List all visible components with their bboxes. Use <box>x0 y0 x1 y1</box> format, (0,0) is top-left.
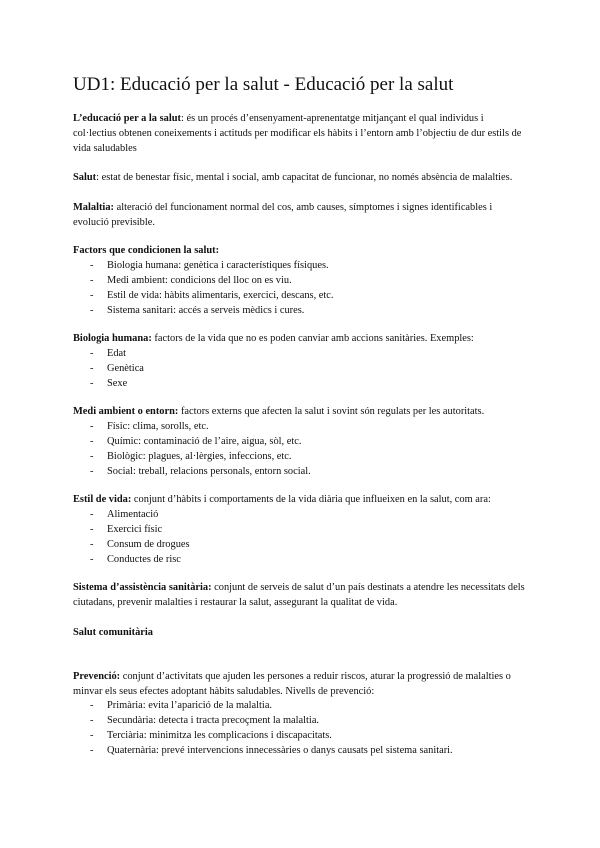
list-item <box>73 376 144 391</box>
dash-bullet: - <box>90 275 94 286</box>
list-item <box>73 288 334 303</box>
list-item <box>73 303 334 318</box>
list-item-text: Sistema sanitari: accés a serveis mèdics i cures. <box>107 305 305 316</box>
biologia-term: Biologia humana: <box>73 333 152 344</box>
list-item <box>73 537 190 552</box>
dash-bullet: - <box>90 554 94 565</box>
sistema-text: conjunt de serveis de salut d’un país destinats a atendre les necessitats dels ciutadans, prevenir malalties i restaurar la salut, assegurant la qualitat de vida. <box>73 582 525 608</box>
factors-heading: Factors que condicionen la salut: <box>73 245 220 256</box>
list-item <box>73 346 144 361</box>
sistema-paragraph <box>73 580 528 610</box>
list-item <box>73 449 311 464</box>
dash-bullet: - <box>90 348 94 359</box>
dash-bullet: - <box>90 290 94 301</box>
list-item-text: Genètica <box>107 363 144 374</box>
list-item-text: Biològic: plagues, al·lèrgies, infeccions, etc. <box>107 451 292 462</box>
salut-paragraph <box>73 170 528 185</box>
list-item-text: Medi ambient: condicions del lloc on es viu. <box>107 275 292 286</box>
factors-list <box>73 258 334 318</box>
list-item-text: Quaternària: prevé intervencions innecessàries o danys causats pel sistema sanitari. <box>107 745 453 756</box>
malaltia-paragraph <box>73 200 528 230</box>
list-item <box>73 698 453 713</box>
list-item <box>73 419 311 434</box>
prevencio-list <box>73 698 453 758</box>
biologia-paragraph <box>73 331 528 346</box>
salut-comunitaria-heading: Salut comunitària <box>73 627 153 638</box>
estil-list <box>73 507 190 567</box>
list-item <box>73 728 453 743</box>
list-item-text: Social: treball, relacions personals, entorn social. <box>107 466 311 477</box>
educacio-text: : és un procés d’ensenyament-aprenentatge mitjançant el qual individus i col·lectius obtenen coneixements i actituds per modificar els hàbits i l’entorn amb l’objectiu de dur estils de vida saludables <box>73 113 522 154</box>
list-item <box>73 552 190 567</box>
dash-bullet: - <box>90 745 94 756</box>
list-item-text: Sexe <box>107 378 128 389</box>
salut-term: Salut <box>73 172 97 183</box>
list-item-text: Alimentació <box>107 509 159 520</box>
list-item-text: Conductes de risc <box>107 554 181 565</box>
list-item <box>73 434 311 449</box>
dash-bullet: - <box>90 466 94 477</box>
malaltia-term: Malaltia: <box>73 202 114 213</box>
prevencio-paragraph <box>73 669 528 699</box>
estil-term: Estil de vida: <box>73 494 132 505</box>
dash-bullet: - <box>90 715 94 726</box>
list-item <box>73 273 334 288</box>
medi-text: factors externs que afecten la salut i sovint són regulats per les autoritats. <box>178 406 485 417</box>
prevencio-text: conjunt d’activitats que ajuden les persones a reduir riscos, aturar la progressió de malalties o minvar els seus efectes adoptant hàbits saludables. Nivells de prevenció: <box>73 671 511 697</box>
list-item-text: Biologia humana: genètica i característiques físiques. <box>107 260 329 271</box>
list-item <box>73 743 453 758</box>
estil-text: conjunt d’hàbits i comportaments de la vida diària que influeixen en la salut, com ara: <box>131 494 491 505</box>
list-item <box>73 713 453 728</box>
dash-bullet: - <box>90 421 94 432</box>
list-item-text: Edat <box>107 348 127 359</box>
salut-text: : estat de benestar físic, mental i social, amb capacitat de funcionar, no només absència de malalties. <box>96 172 513 183</box>
dash-bullet: - <box>90 378 94 389</box>
list-item-text: Estil de vida: hàbits alimentaris, exercici, descans, etc. <box>107 290 334 301</box>
dash-bullet: - <box>90 436 94 447</box>
prevencio-term: Prevenció: <box>73 671 121 682</box>
dash-bullet: - <box>90 700 94 711</box>
list-item-text: Químic: contaminació de l’aire, aigua, sòl, etc. <box>107 436 302 447</box>
educacio-paragraph <box>73 111 528 156</box>
page-title: UD1: Educació per la salut - Educació per la salut <box>73 74 454 95</box>
list-item-text: Secundària: detecta i tracta precoçment la malaltia. <box>107 715 320 726</box>
list-item-text: Consum de drogues <box>107 539 190 550</box>
educacio-term: L’educació per a la salut <box>73 113 181 124</box>
estil-paragraph <box>73 492 528 507</box>
biologia-list <box>73 346 144 391</box>
list-item <box>73 464 311 479</box>
dash-bullet: - <box>90 305 94 316</box>
list-item <box>73 361 144 376</box>
dash-bullet: - <box>90 509 94 520</box>
dash-bullet: - <box>90 451 94 462</box>
list-item-text: Terciària: minimitza les complicacions i discapacitats. <box>107 730 332 741</box>
biologia-text: factors de la vida que no es poden canviar amb accions sanitàries. Exemples: <box>151 333 474 344</box>
dash-bullet: - <box>90 260 94 271</box>
list-item-text: Físic: clima, sorolls, etc. <box>107 421 209 432</box>
medi-list <box>73 419 311 479</box>
malaltia-text: alteració del funcionament normal del cos, amb causes, símptomes i signes identificables i evolució previsible. <box>73 202 493 228</box>
medi-paragraph <box>73 404 528 419</box>
medi-term: Medi ambient o entorn: <box>73 406 179 417</box>
dash-bullet: - <box>90 524 94 535</box>
dash-bullet: - <box>90 539 94 550</box>
list-item <box>73 522 190 537</box>
list-item <box>73 507 190 522</box>
dash-bullet: - <box>90 363 94 374</box>
list-item-text: Primària: evita l’aparició de la malaltia. <box>107 700 273 711</box>
list-item <box>73 258 334 273</box>
sistema-term: Sistema d’assistència sanitària: <box>73 582 212 593</box>
dash-bullet: - <box>90 730 94 741</box>
list-item-text: Exercici físic <box>107 524 163 535</box>
